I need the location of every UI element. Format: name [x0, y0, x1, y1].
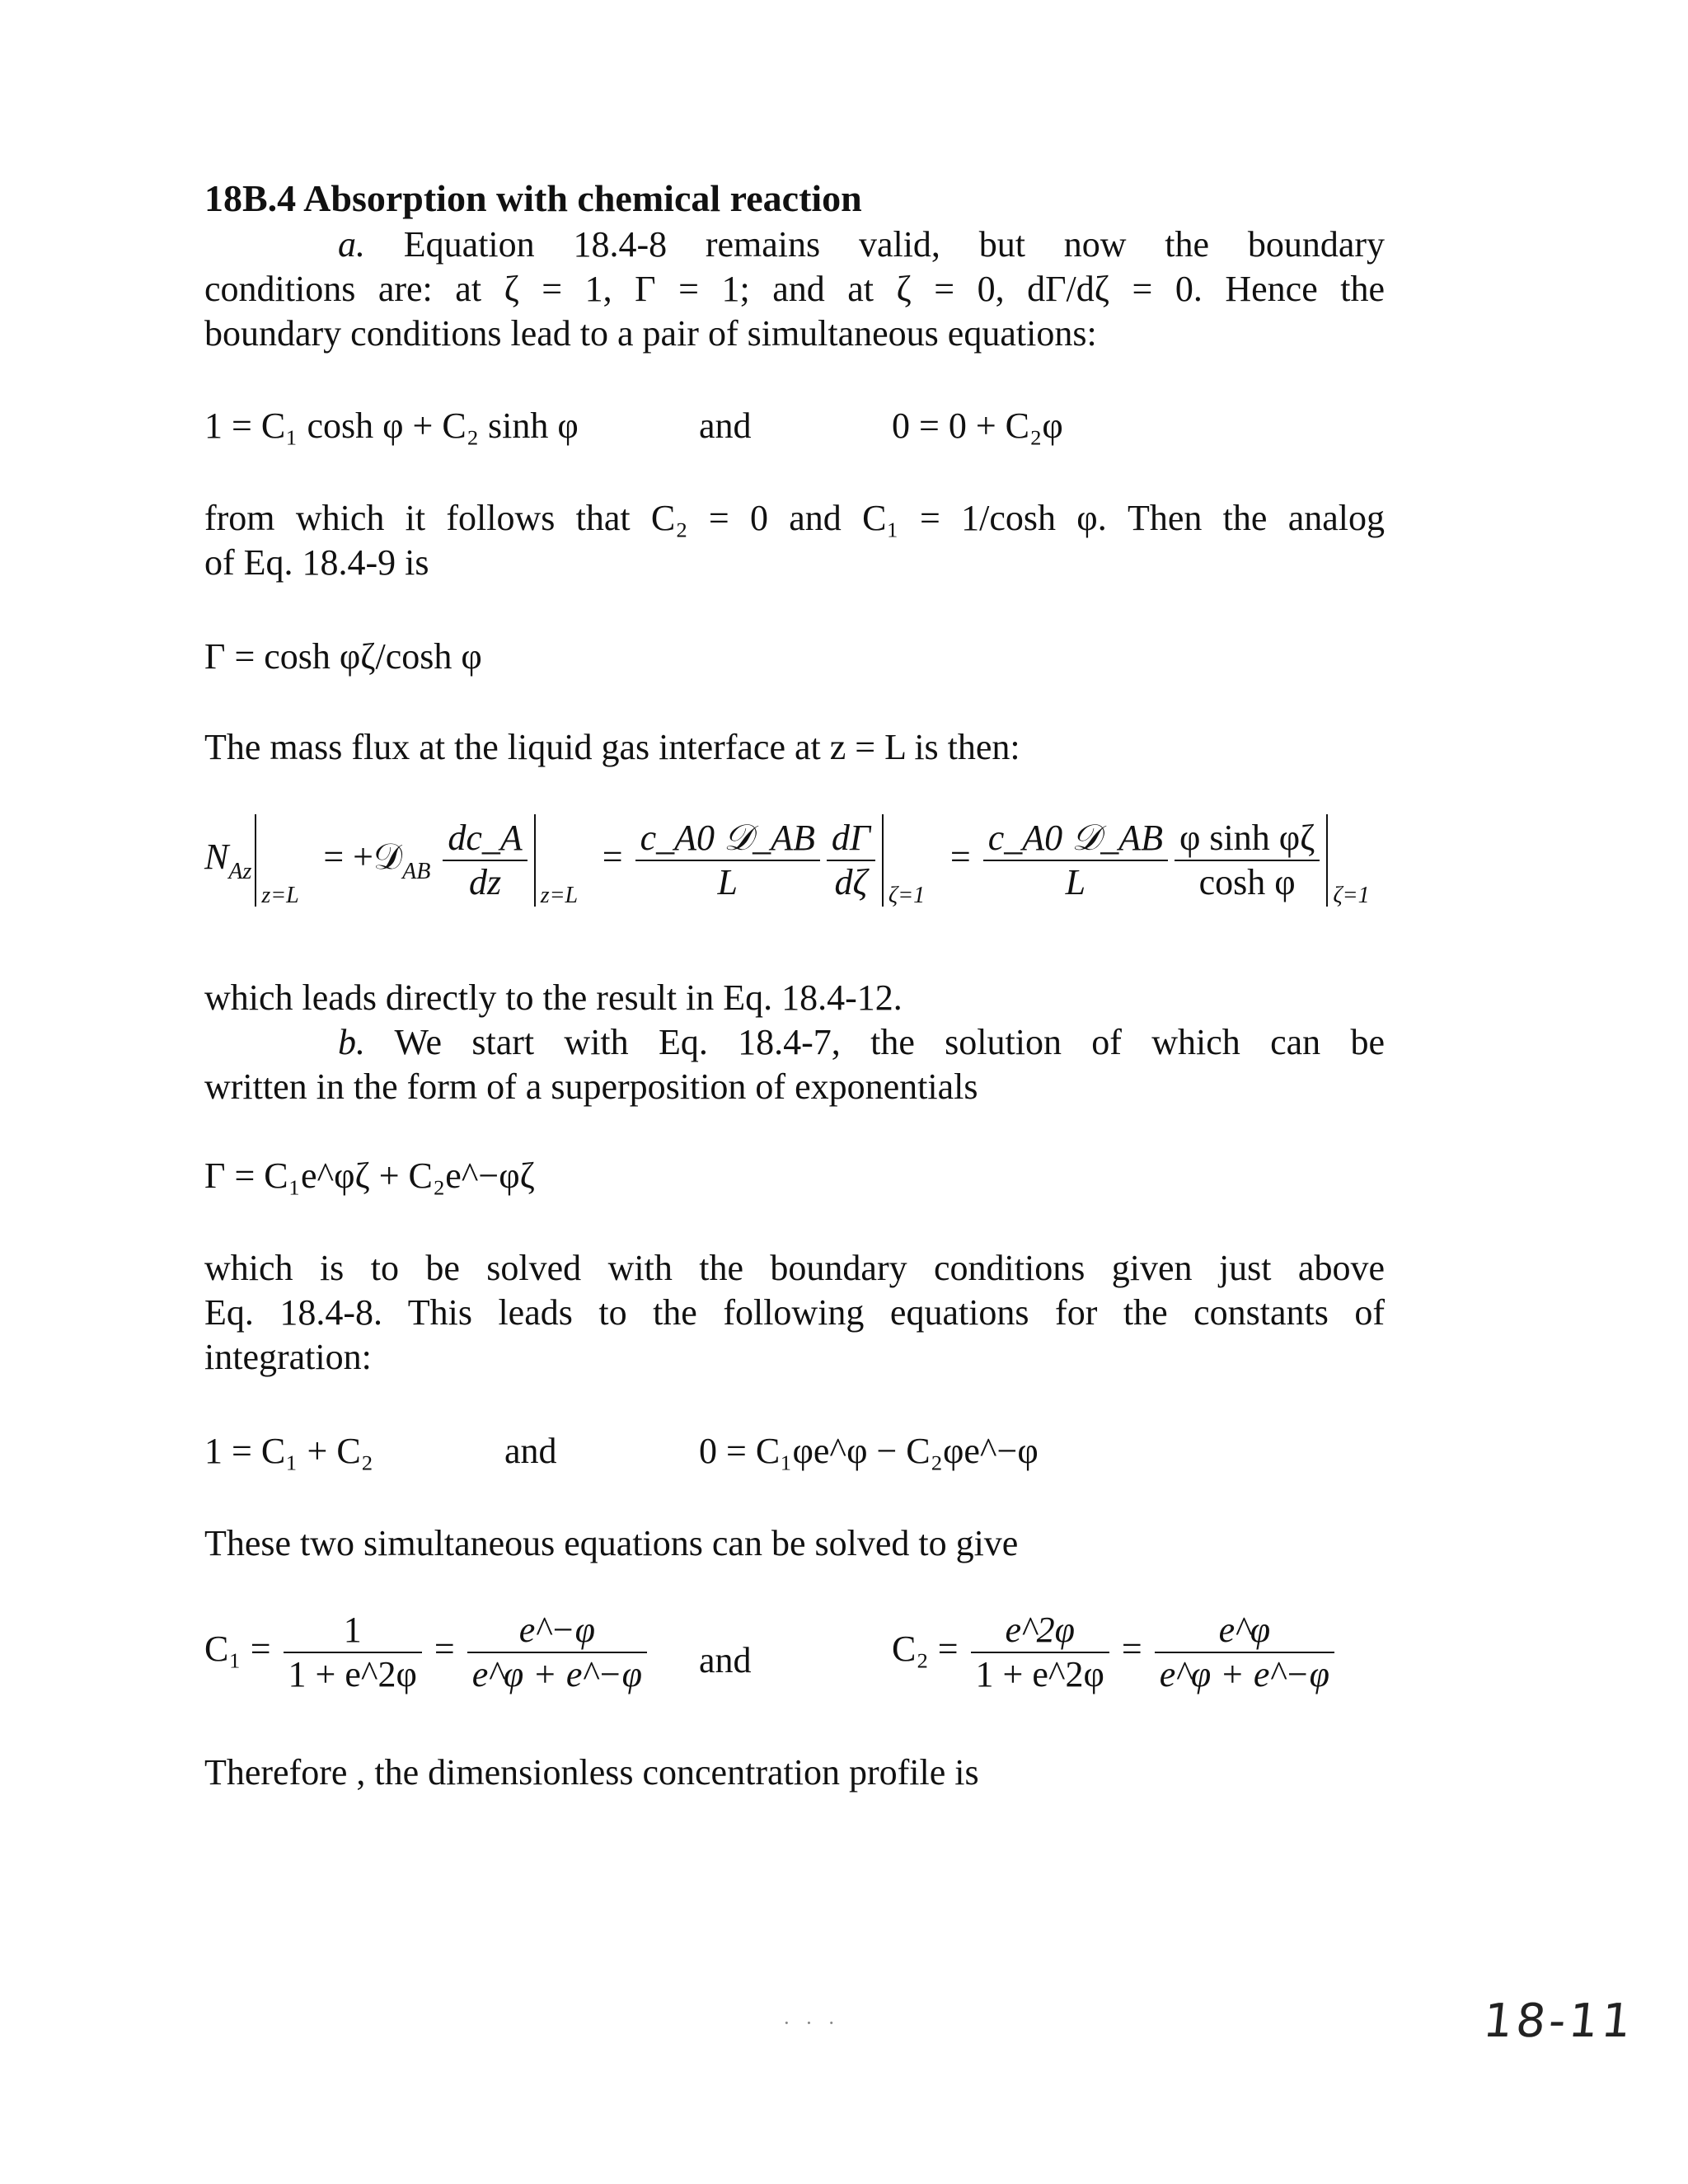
para4: which leads directly to the result in Eq. 18.4-12. — [204, 977, 903, 1018]
eq5-c1: C₁ = $\frac{1}{1 + e\^{}2\varphi}$ = $\frac{e\^{}-\varphi}{e\^{}\varphi + e\^{}-\varphi}$ — [204, 1609, 650, 1696]
flux-term2-coef: $\frac{\text{c\_A0 𝒟\_AB}}{L}$ — [635, 817, 820, 904]
flux-term1-sub: AB — [402, 859, 431, 885]
scan-artifact: · · · — [783, 2011, 840, 2035]
para5-line-1: which is to be solved with the boundary conditions given just above — [204, 1248, 1385, 1288]
part-b-label: b. — [338, 1022, 365, 1062]
eq4-and: and — [504, 1431, 557, 1471]
flux-equals-2: = — [950, 837, 971, 878]
para6: These two simultaneous equations can be solved to give — [204, 1523, 1019, 1563]
para7: Therefore , the dimensionless concentration profile is — [204, 1752, 979, 1793]
section-heading: 18B.4 Absorption with chemical reaction — [204, 177, 862, 219]
flux-equals-1: = — [602, 837, 623, 878]
eq1-right: 0 = 0 + C₂φ — [892, 405, 1063, 446]
eq4-right: 0 = C₁φe^φ − C₂φe^−φ — [699, 1431, 1039, 1471]
flux-term2-derivative: $\frac{d\Gamma}{d\zeta}$ — [827, 817, 875, 904]
para3: The mass flux at the liquid gas interface at z = L is then: — [204, 727, 1020, 767]
para4-partb — [204, 976, 1385, 1109]
para2-line-2: of Eq. 18.4-9 is — [204, 542, 429, 583]
part-a-label: a. — [338, 224, 365, 265]
flux-term1-eval: z=L — [534, 814, 593, 907]
eq5-c1-label: C₁ = — [204, 1629, 271, 1670]
para5-line-3: integration: — [204, 1337, 372, 1377]
flux-term1-prefix: = +𝒟 — [323, 837, 403, 878]
eq3: Γ = C₁e^φζ + C₂e^−φζ — [204, 1155, 535, 1196]
flux-term3-eval: ζ=1 — [1326, 814, 1386, 907]
eq5-c2-label: C₂ = — [892, 1629, 959, 1670]
flux-term2-eval: ζ=1 — [882, 814, 941, 907]
part-a-line-3: boundary conditions lead to a pair of simultaneous equations: — [204, 313, 1097, 354]
para2 — [204, 496, 1385, 585]
eq5-c2-frac1: $\frac{e\^{}2\varphi}{1 + e\^{}2\varphi}$ — [971, 1609, 1109, 1696]
eq1-and: and — [699, 405, 752, 446]
flux-term1-fraction: $\frac{dc\_A}{dz}$ — [443, 817, 527, 904]
flux-lhs-eval: z=L — [255, 814, 314, 907]
flux-lhs-sub: Az — [228, 859, 252, 885]
eq5-and: and — [699, 1640, 752, 1680]
flux-equation — [204, 814, 1386, 930]
flux-term3-coef: $\frac{\text{c\_A0 𝒟\_AB}}{L}$ — [983, 817, 1168, 904]
part-a-paragraph — [204, 223, 1385, 356]
eq5-c2-frac2: $\frac{e\^{}\varphi}{e\^{}\varphi + e\^{}-\varphi}$ — [1155, 1609, 1334, 1696]
part-a-line-2: conditions are: at ζ = 1, Γ = 1; and at ζ = 0, dΓ/dζ = 0. Hence the — [204, 269, 1385, 309]
para5 — [204, 1246, 1385, 1380]
eq2: Γ = cosh φζ/cosh φ — [204, 636, 482, 677]
part-b-line-2: written in the form of a superposition of exponentials — [204, 1066, 978, 1107]
eq4-left: 1 = C₁ + C₂ — [204, 1431, 374, 1471]
page-number: 18-11 — [1480, 1994, 1638, 2048]
eq5-c1-frac1: $\frac{1}{1 + e\^{}2\varphi}$ — [284, 1609, 422, 1696]
flux-lhs: N — [204, 837, 229, 878]
flux-term3-fraction: $\frac{\text{φ sinh φζ}}{\text{cosh φ}}$ — [1175, 817, 1320, 904]
part-b-line-1: b. We start with Eq. 18.4-7, the solution of which can be — [338, 1022, 1385, 1062]
part-a-line-1: a. Equation 18.4-8 remains valid, but now the boundary — [338, 224, 1385, 265]
eq1-left: 1 = C₁ cosh φ + C₂ sinh φ — [204, 405, 579, 446]
eq5-c1-frac2: $\frac{e\^{}-\varphi}{e\^{}\varphi + e\^{}-\varphi}$ — [467, 1609, 647, 1696]
para2-line-1: from which it follows that C₂ = 0 and C₁ = 1/cosh φ. Then the analog — [204, 498, 1385, 538]
para5-line-2: Eq. 18.4-8. This leads to the following equations for the constants of — [204, 1292, 1385, 1333]
eq5-c2: C₂ = $\frac{e\^{}2\varphi}{1 + e\^{}2\varphi}$ = $\frac{e\^{}\varphi}{e\^{}\varphi + e\^{}-\varphi}$ — [892, 1609, 1338, 1696]
